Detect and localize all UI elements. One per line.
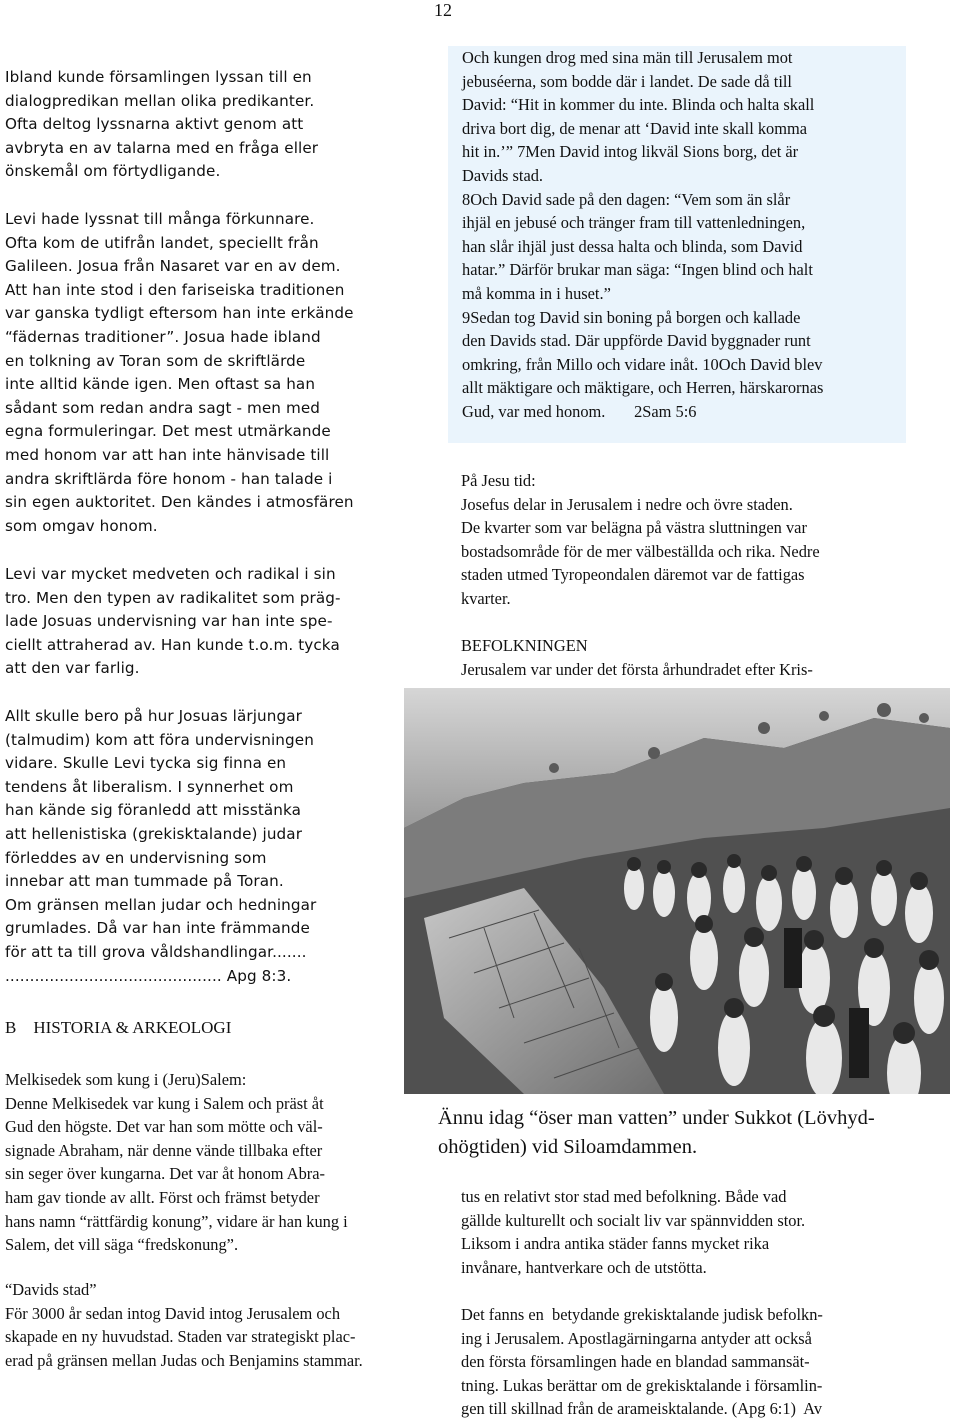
text-line: bostadsområde för de mer välbeställda och rika. Nedre bbox=[461, 541, 820, 561]
text-line: tro. Men den typen av radikalitet som präg- bbox=[5, 588, 341, 607]
text-line: Denne Melkisedek var kung i Salem och präst åt bbox=[5, 1093, 324, 1113]
text-line: ing i Jerusalem. Apostlagärningarna antyder att också bbox=[461, 1328, 812, 1348]
text-line: Jerusalem var under det första århundradet efter Kris- bbox=[461, 659, 813, 679]
text-line: inte alltid kände igen. Men oftast sa han bbox=[5, 375, 316, 394]
text-line: sådant som redan andra sagt - men med bbox=[5, 398, 321, 417]
text-line: 9Sedan tog David sin boning på borgen och kallade bbox=[462, 307, 801, 327]
text-line: Salem, det vill säga “fredskonung”. bbox=[5, 1235, 239, 1255]
text-line: Gud, var med honom. 2Sam 5:6 bbox=[462, 401, 697, 421]
text-line: allt mäktigare och mäktigare, och Herren, härskarornas bbox=[462, 378, 824, 398]
text-line: kvarter. bbox=[461, 588, 511, 608]
text-line: gen till skillnad från de arameisktalande. (Apg 6:1) Av bbox=[461, 1399, 823, 1419]
left-para-4 bbox=[5, 705, 403, 988]
text-line: driva bort dig, de menar att ‘David inte skall komma bbox=[462, 118, 808, 138]
text-line: sin seger över kungarna. Det var åt honom Abra- bbox=[5, 1164, 325, 1184]
crowd-at-wall-image bbox=[404, 688, 950, 1094]
text-line: en tolkning av Toran som de skriftlärde bbox=[5, 351, 306, 370]
text-line: David: “Hit in kommer du inte. Blinda och halta skall bbox=[462, 95, 815, 115]
text-line: förleddes av en undervisning som bbox=[5, 848, 267, 867]
siloam-photo bbox=[404, 688, 950, 1094]
text-line: Levi hade lyssnat till många förkunnare. bbox=[5, 210, 315, 228]
left-para-3 bbox=[5, 563, 425, 681]
text-line: tning. Lukas berättar om de grekisktalande i församlin- bbox=[461, 1375, 823, 1395]
scripture-quote-box bbox=[448, 46, 906, 443]
text-line: 8Och David sade på den dagen: “Vem som än slår bbox=[462, 189, 791, 209]
text-line: lade Josuas undervisning var han inte spe- bbox=[5, 612, 333, 631]
text-line: Gud den högste. Det var han som mötte och väl- bbox=[5, 1117, 323, 1137]
text-line: För 3000 år sedan intog David intog Jerusalem och bbox=[5, 1303, 341, 1323]
davids-stad-section bbox=[5, 1278, 435, 1372]
text-line: Det fanns en betydande grekisktalande judisk befolkn- bbox=[461, 1305, 823, 1324]
text-line: jebuséerna, som bodde där i landet. De sade då till bbox=[462, 71, 792, 91]
text-line: Ibland kunde församlingen lyssan till en bbox=[5, 68, 312, 86]
section-b-heading: B HISTORIA & ARKEOLOGI bbox=[5, 1018, 232, 1037]
text-line: ham gav tionde av allt. Först och främst betyder bbox=[5, 1187, 320, 1207]
text-line: Om gränsen mellan judar och hedningar bbox=[5, 895, 317, 914]
text-line: erad på gränsen mellan Judas och Benjamins stammar. bbox=[5, 1350, 363, 1370]
text-line: Ofta deltog lyssnarna aktivt genom att bbox=[5, 115, 304, 134]
befolkningen-title: BEFOLKNINGEN bbox=[461, 636, 588, 655]
text-line: för att ta till grova våldshandlingar....... bbox=[5, 942, 307, 961]
text-line: innebar att man tummade på Toran. bbox=[5, 872, 284, 891]
text-line: “fädernas traditioner”. Josua hade ibland bbox=[5, 327, 321, 346]
text-line: tus en relativt stor stad med befolkning. Både vad bbox=[461, 1187, 787, 1206]
text-line: signade Abraham, när denne vände tillbaka efter bbox=[5, 1140, 323, 1160]
text-line: staden utmed Tyropeondalen däremot var de fattigas bbox=[461, 565, 805, 585]
text-line: omkring, från Millo och vidare inåt. 10Och David blev bbox=[462, 354, 823, 374]
text-line: ihjäl en jebusé och tränger fram till vattenledningen, bbox=[462, 213, 806, 233]
text-line: den Davids stad. Där uppförde David byggnader runt bbox=[462, 331, 811, 351]
scripture-quote-text bbox=[462, 46, 902, 424]
text-line: sin egen auktoritet. Den kändes i atmosfären bbox=[5, 493, 354, 512]
jesu-tid-title: På Jesu tid: bbox=[461, 471, 536, 490]
text-line: hit in.’” 7Men David intog likväl Sions borg, det är bbox=[462, 142, 799, 162]
text-line: Allt skulle bero på hur Josuas lärjungar bbox=[5, 707, 302, 725]
befolkningen-section bbox=[461, 634, 901, 681]
text-line: skapade en ny huvudstad. Staden var strategiskt plac- bbox=[5, 1327, 356, 1347]
text-line: han kände sig föranledd att misstänka bbox=[5, 801, 302, 820]
text-line: ............................................ Apg 8:3. bbox=[5, 966, 292, 985]
text-line: Davids stad. bbox=[462, 165, 544, 185]
text-line: den första församlingen hade en blandad sammansät- bbox=[461, 1352, 810, 1372]
text-line: Josefus delar in Jerusalem i nedre och övre staden. bbox=[461, 494, 793, 514]
davids-stad-title: “Davids stad” bbox=[5, 1280, 97, 1299]
text-line: andra skriftlärda före honom - han talade i bbox=[5, 469, 333, 488]
text-line: Levi var mycket medveten och radikal i sin bbox=[5, 565, 336, 583]
text-line: som omgav honom. bbox=[5, 516, 158, 535]
befolkningen-continued bbox=[461, 1185, 901, 1279]
text-line: vidare. Skulle Levi tycka sig finna en bbox=[5, 754, 287, 773]
caption-line: Ännu idag “öser man vatten” under Sukkot (Lövhyd- bbox=[438, 1107, 875, 1129]
text-line: Liksom i andra antika städer fanns mycket rika bbox=[461, 1234, 770, 1254]
text-line: Och kungen drog med sina män till Jerusalem mot bbox=[462, 48, 793, 67]
text-line: att hellenistiska (grekisktalande) judar bbox=[5, 824, 303, 843]
text-line: han slår ihjäl just dessa halta och blinda, som David bbox=[462, 236, 803, 256]
text-line: Att han inte stod i den fariseiska traditionen bbox=[5, 280, 345, 299]
photo-caption bbox=[438, 1104, 950, 1162]
left-para-2 bbox=[5, 208, 439, 538]
melkisedek-title: Melkisedek som kung i (Jeru)Salem: bbox=[5, 1070, 247, 1089]
text-line: var ganska tydligt eftersom han inte erkände bbox=[5, 304, 354, 323]
text-line: avbryta en av talarna med en fråga eller bbox=[5, 138, 319, 157]
text-line: (talmudim) kom att föra undervisningen bbox=[5, 730, 314, 749]
text-line: hatar.” Därför brukar man säga: “Ingen blind och halt bbox=[462, 260, 813, 280]
text-line: tendens åt liberalism. I synnerhet om bbox=[5, 777, 294, 796]
text-line: egna formuleringar. Det mest utmärkande bbox=[5, 422, 331, 441]
text-line: grumlades. Då var han inte främmande bbox=[5, 919, 310, 938]
text-line: dialogpredikan mellan olika predikanter. bbox=[5, 91, 315, 110]
text-line: att den var farlig. bbox=[5, 659, 140, 678]
text-line: De kvarter som var belägna på västra sluttningen var bbox=[461, 518, 807, 538]
text-line: med honom var att han inte hänvisade till bbox=[5, 445, 330, 464]
text-line: Galileen. Josua från Nasaret var en av dem. bbox=[5, 257, 341, 276]
text-line: invånare, hantverkare och de utstötta. bbox=[461, 1257, 707, 1277]
text-line: hans namn “rättfärdig konung”, vidare är han kung i bbox=[5, 1211, 348, 1231]
text-line: önskemål om förtydligande. bbox=[5, 162, 221, 181]
page-number: 12 bbox=[434, 0, 452, 20]
text-line: gällde kulturellt och socialt liv var spännvidden stor. bbox=[461, 1210, 806, 1230]
text-line: ciellt attraherad av. Han kunde t.o.m. tycka bbox=[5, 635, 340, 654]
jesu-tid-section bbox=[461, 469, 901, 611]
text-line: Ofta kom de utifrån landet, speciellt från bbox=[5, 233, 319, 252]
grekisktalande-section bbox=[461, 1303, 901, 1421]
text-line: må komma in i huset.” bbox=[462, 283, 611, 303]
left-para-1 bbox=[5, 66, 382, 184]
caption-line: ohögtiden) vid Siloamdammen. bbox=[438, 1136, 698, 1158]
melkisedek-section bbox=[5, 1068, 425, 1257]
